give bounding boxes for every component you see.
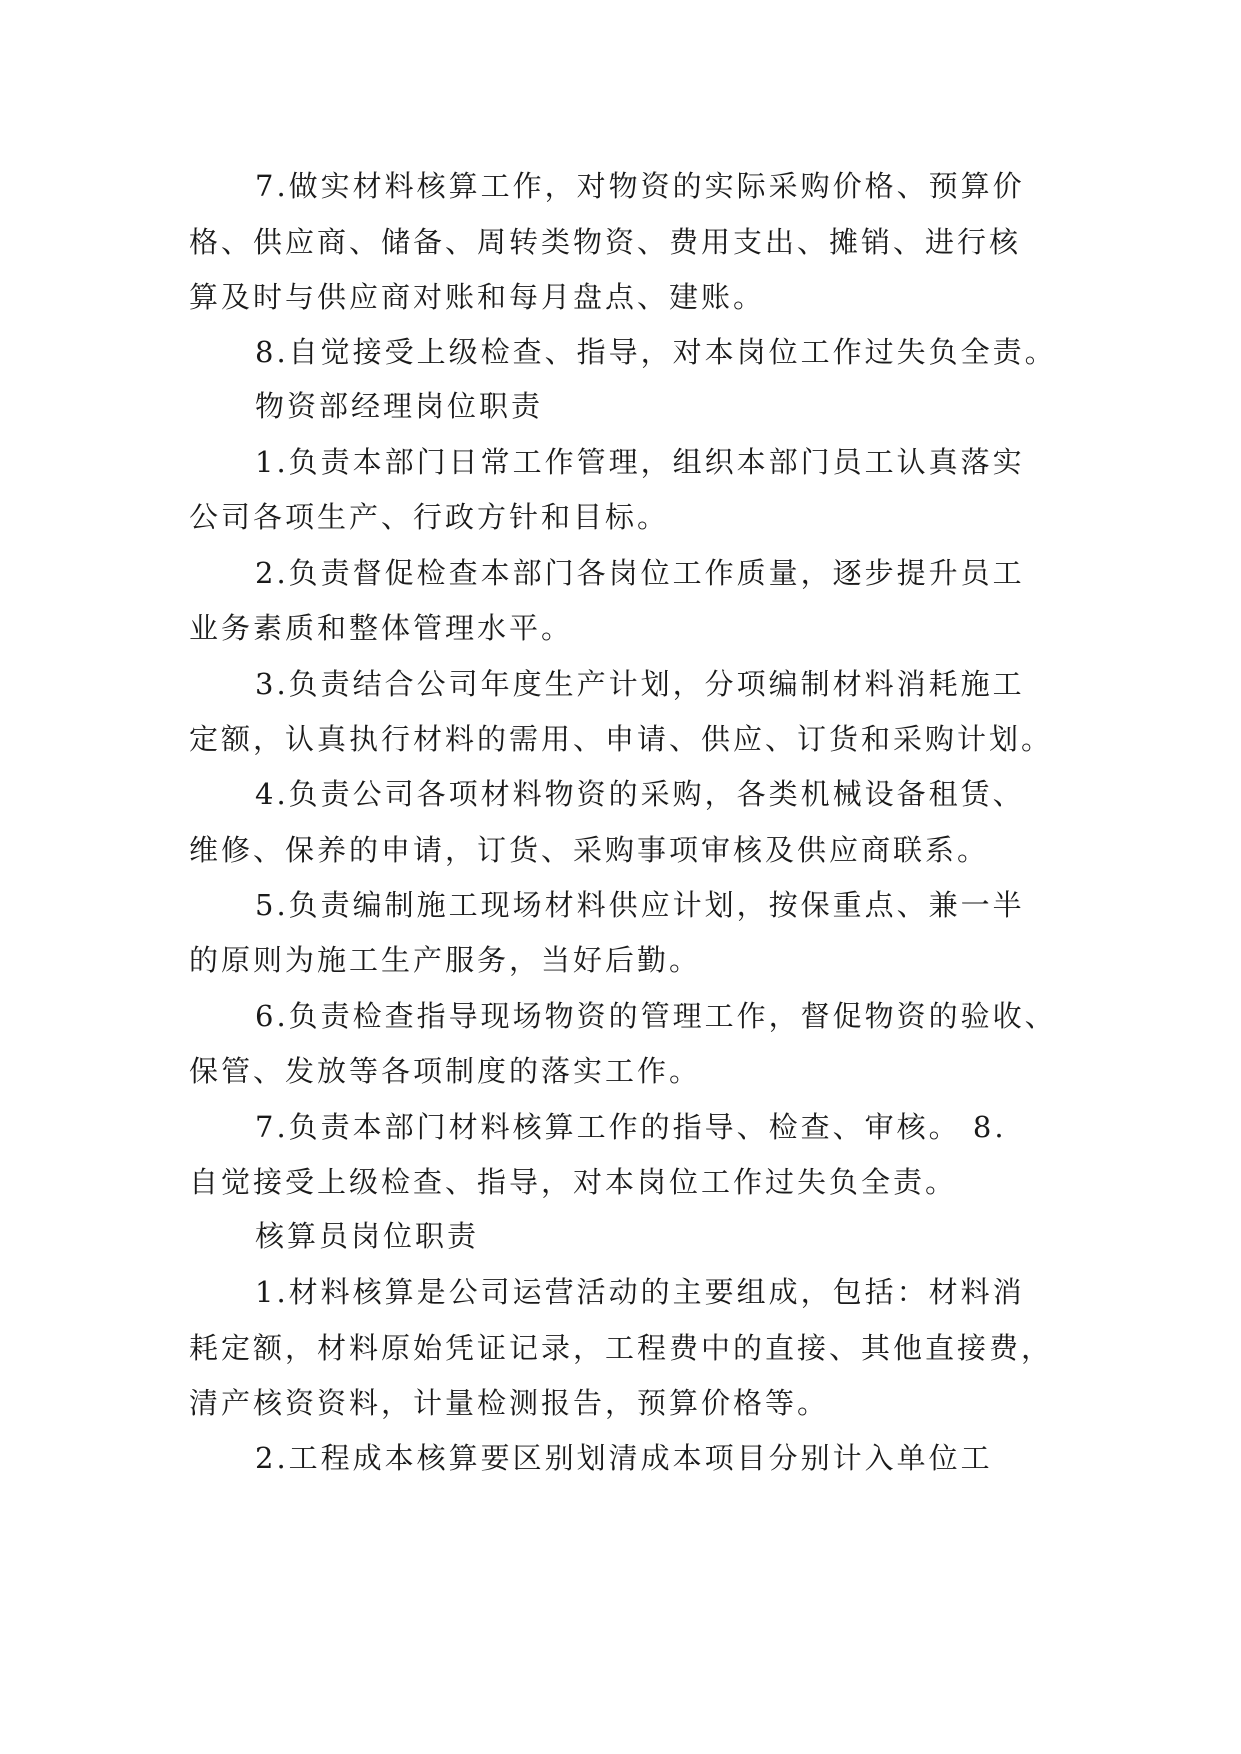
text-line: 定额，认真执行材料的需用、申请、供应、订货和采购计划。 bbox=[189, 722, 1054, 756]
text-line: 7.负责本部门材料核算工作的指导、检查、审核。 8. bbox=[255, 1110, 1007, 1144]
text-line: 8.自觉接受上级检查、指导，对本岗位工作过失负全责。 bbox=[255, 335, 1057, 369]
text-line: 6.负责检查指导现场物资的管理工作，督促物资的验收、 bbox=[255, 999, 1057, 1033]
section-heading: 物资部经理岗位职责 bbox=[255, 389, 544, 423]
text-line: 清产核资资料，计量检测报告，预算价格等。 bbox=[189, 1386, 830, 1420]
text-line: 1.负责本部门日常工作管理，组织本部门员工认真落实 bbox=[255, 445, 1025, 479]
text-line: 保管、发放等各项制度的落实工作。 bbox=[189, 1054, 702, 1088]
text-line: 格、供应商、储备、周转类物资、费用支出、摊销、进行核 bbox=[189, 225, 1022, 259]
text-line: 7.做实材料核算工作，对物资的实际采购价格、预算价 bbox=[255, 169, 1025, 203]
text-line: 2.工程成本核算要区别划清成本项目分别计入单位工 bbox=[255, 1441, 993, 1475]
text-line: 维修、保养的申请，订货、采购事项审核及供应商联系。 bbox=[189, 833, 990, 867]
text-line: 自觉接受上级检查、指导，对本岗位工作过失负全责。 bbox=[189, 1165, 958, 1199]
text-line: 2.负责督促检查本部门各岗位工作质量，逐步提升员工 bbox=[255, 556, 1025, 590]
text-line: 5.负责编制施工现场材料供应计划，按保重点、兼一半 bbox=[255, 888, 1025, 922]
section-heading: 核算员岗位职责 bbox=[255, 1219, 480, 1253]
text-line: 的原则为施工生产服务，当好后勤。 bbox=[189, 943, 702, 977]
text-line: 4.负责公司各项材料物资的采购，各类机械设备租赁、 bbox=[255, 777, 1025, 811]
text-line: 算及时与供应商对账和每月盘点、建账。 bbox=[189, 280, 766, 314]
text-line: 业务素质和整体管理水平。 bbox=[189, 611, 574, 645]
text-line: 1.材料核算是公司运营活动的主要组成，包括：材料消 bbox=[255, 1275, 1025, 1309]
text-line: 耗定额，材料原始凭证记录，工程费中的直接、其他直接费， bbox=[189, 1331, 1054, 1365]
text-line: 公司各项生产、行政方针和目标。 bbox=[189, 500, 670, 534]
text-line: 3.负责结合公司年度生产计划，分项编制材料消耗施工 bbox=[255, 667, 1025, 701]
